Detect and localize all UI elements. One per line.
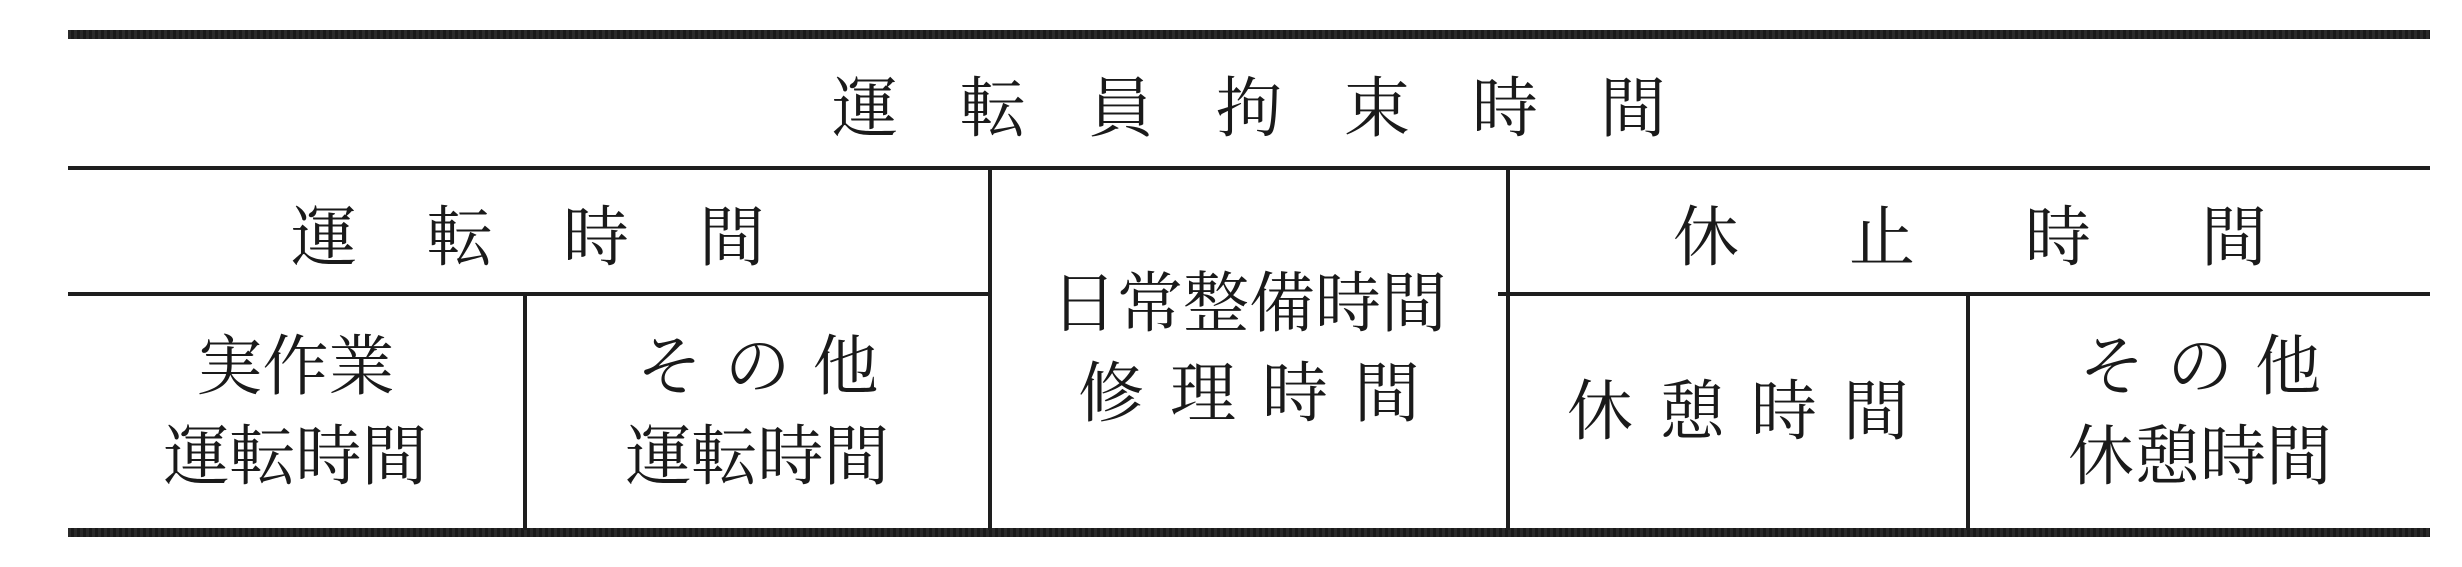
column-actual-work-driving [68,296,523,528]
table-bottom-rule [68,528,2430,537]
other-break-line-1: その他 [2079,328,2343,405]
maintenance-line-1: 日常整備時間 [1051,265,1447,342]
column-other-driving [527,296,988,528]
maintenance-line-2: 修理時間 [1078,355,1446,432]
actual-work-line-2: 運転時間 [163,418,428,495]
group-driving-time: 運転時間 [291,198,835,276]
group-rest-time: 休止時間 [1673,198,2377,276]
other-break-line-2: 休憩時間 [2068,418,2332,495]
break-time-line: 休憩時間 [1567,373,1935,450]
other-driving-line-2: 運転時間 [625,418,890,495]
table-title: 運転員拘束時間 [832,70,1728,147]
actual-work-line-1: 実作業 [196,328,395,405]
other-driving-line-1: その他 [636,328,901,405]
column-break-time [1510,296,1966,528]
group-maintenance-time [992,170,1506,528]
table-top-rule [68,30,2430,39]
column-other-break [1970,296,2430,528]
